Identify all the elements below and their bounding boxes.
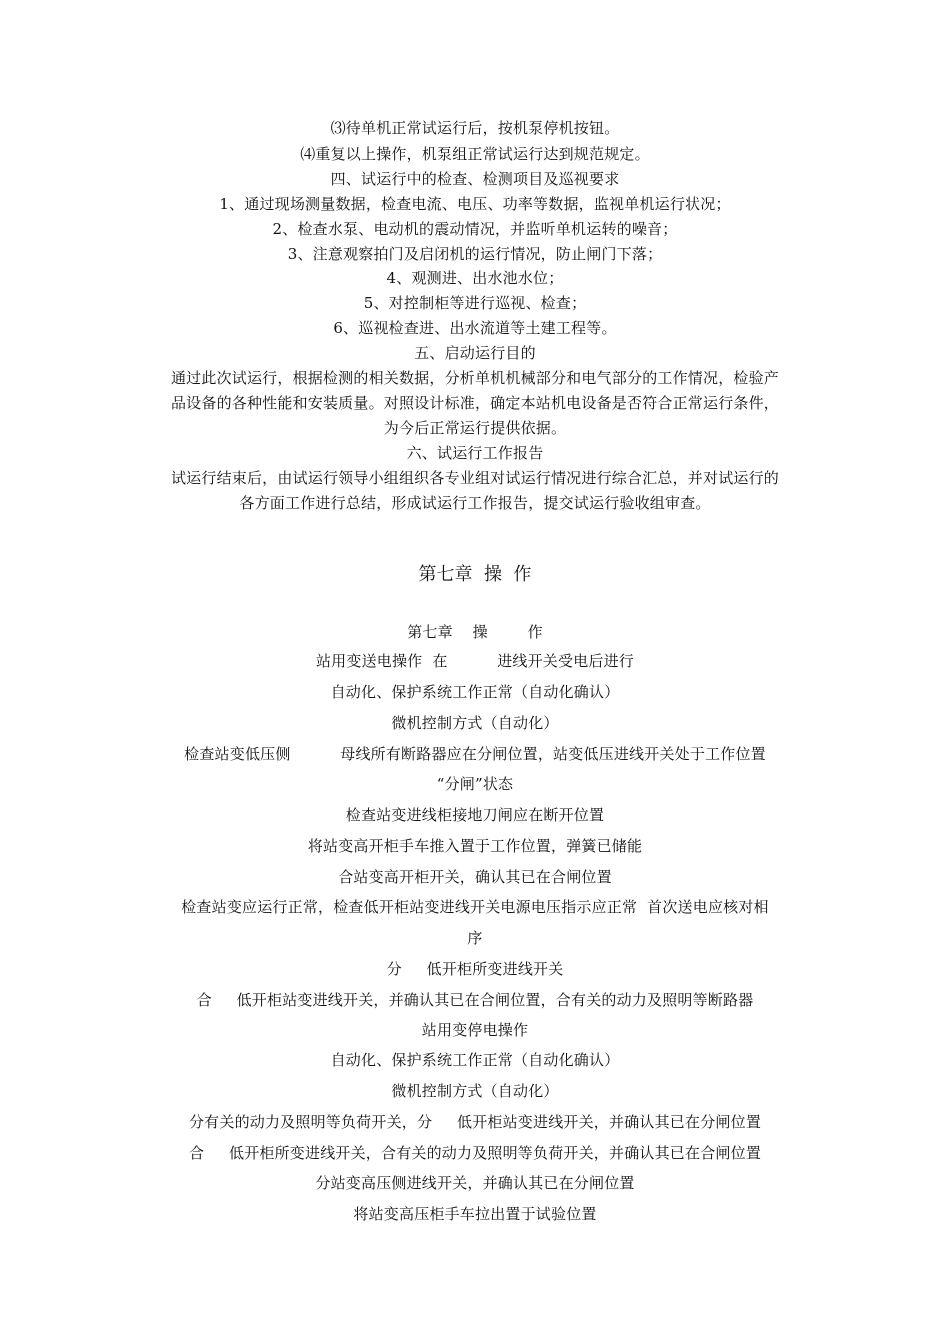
- text-line: 自动化、保护系统工作正常（自动化确认）: [330, 683, 620, 701]
- text-line: 分 低开柜所变进线开关: [386, 960, 564, 978]
- chapter-title: 第七章 操 作: [418, 564, 532, 585]
- section-heading: 六、试运行工作报告: [406, 444, 544, 462]
- text-line: 微机控制方式（自动化）: [391, 1082, 559, 1100]
- text-line: 合 低开柜所变进线开关，合有关的动力及照明等负荷开关，并确认其已在合闸位置: [188, 1144, 762, 1162]
- section-heading: 五、启动运行目的: [414, 344, 536, 362]
- paragraph-line: 为今后正常运行提供依据。: [383, 419, 567, 437]
- text-line: 微机控制方式（自动化）: [391, 714, 559, 732]
- paragraph-line: 通过此次试运行，根据检测的相关数据，分析单机机械部分和电气部分的工作情况，检验产: [170, 369, 779, 387]
- text-line: 自动化、保护系统工作正常（自动化确认）: [330, 1051, 620, 1069]
- text-line: 检查站变进线柜接地刀闸应在断开位置: [345, 806, 605, 824]
- text-line: 第七章 操 作: [407, 623, 543, 641]
- text-line: 合 低开柜站变进线开关，并确认其已在合闸位置，合有关的动力及照明等断路器: [196, 991, 754, 1009]
- text-line: ⑶待单机正常试运行后，按机泵停机按钮。: [330, 119, 620, 137]
- text-line: 将站变高开柜手车推入置于工作位置，弹簧已储能: [307, 837, 643, 855]
- text-line: 检查站变应运行正常，检查低开柜站变进线开关电源电压指示应正常 首次送电应核对相: [181, 898, 769, 916]
- paragraph-line: 试运行结束后，由试运行领导小组组织各专业组对试运行情况进行综合汇总，并对试运行的: [170, 469, 779, 487]
- text-line: 3、注意观察拍门及启闭机的运行情况，防止闸门下落；: [287, 245, 663, 263]
- paragraph-line: 各方面工作进行总结，形成试运行工作报告，提交试运行验收组审查。: [239, 494, 711, 512]
- text-line: 分有关的动力及照明等负荷开关，分 低开柜站变进线开关，并确认其已在分闸位置: [188, 1113, 762, 1131]
- text-line: 站用变送电操作 在 进线开关受电后进行: [315, 652, 635, 670]
- text-line: 将站变高压柜手车拉出置于试验位置: [353, 1205, 597, 1223]
- text-line: 5、对控制柜等进行巡视、检查；: [363, 294, 587, 312]
- text-line: 4、观测进、出水池水位；: [386, 269, 564, 287]
- text-line: 6、巡视检查进、出水流道等土建工程等。: [333, 319, 617, 337]
- text-line: 1、通过现场测量数据，检查电流、电压、功率等数据，监视单机运行状况；: [219, 195, 731, 213]
- text-line: “分闸”状态: [436, 775, 514, 793]
- paragraph-line: 品设备的各种性能和安装质量。对照设计标准，确定本站机电设备是否符合正常运行条件，: [170, 394, 779, 412]
- text-line: 序: [467, 929, 483, 947]
- text-line: 检查站变低压侧 母线所有断路器应在分闸位置，站变低压进线开关处于工作位置: [184, 745, 766, 763]
- text-line: ⑷重复以上操作，机泵组正常试运行达到规范规定。: [300, 145, 650, 163]
- text-line: 分站变高压侧进线开关，并确认其已在分闸位置: [315, 1174, 635, 1192]
- text-line: 站用变停电操作: [421, 1021, 529, 1039]
- text-line: 2、检查水泵、电动机的震动情况，并监听单机运转的噪音；: [272, 220, 678, 238]
- text-line: 合站变高开柜开关，确认其已在合闸位置: [338, 868, 612, 886]
- section-heading: 四、试运行中的检查、检测项目及巡视要求: [330, 170, 620, 188]
